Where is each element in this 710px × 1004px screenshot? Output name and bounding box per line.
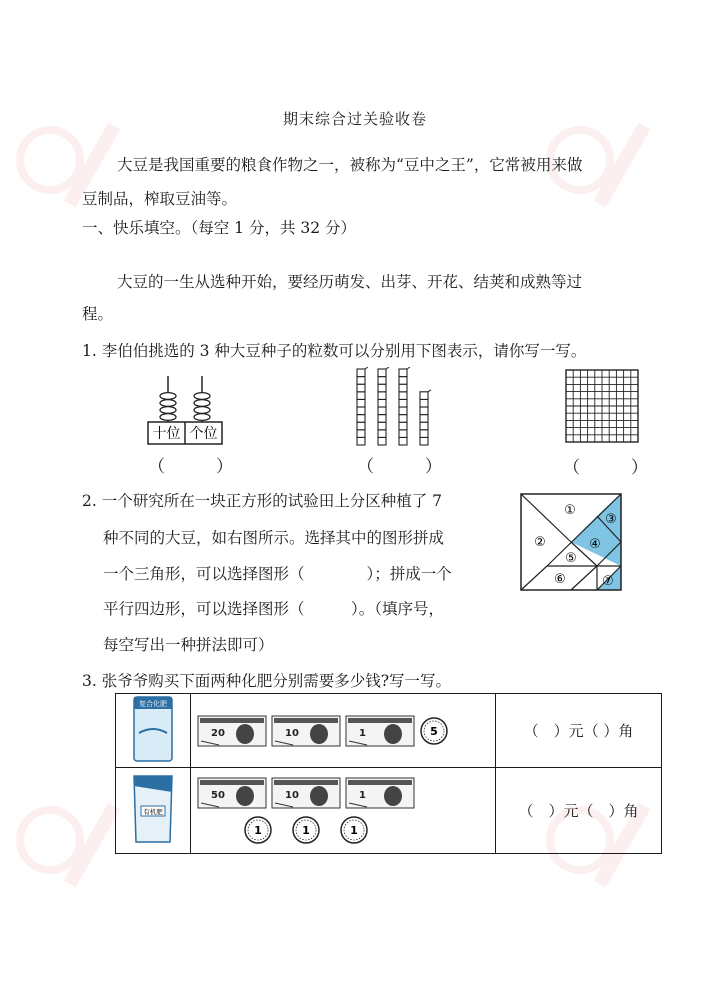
banknote-value: 10 — [285, 789, 299, 801]
tangram-label-6: ⑥ — [554, 572, 566, 587]
banknote-50-icon — [197, 777, 267, 809]
banknote-value: 1 — [359, 789, 366, 801]
tangram-label-2: ② — [534, 535, 546, 550]
q2-line-4: 平行四边形，可以选择图形（ ）。（填序号， — [103, 600, 445, 618]
fertilizer-bag-icon — [131, 695, 175, 763]
bag-label: 有机肥 — [143, 807, 163, 816]
money-notes-group — [197, 777, 495, 809]
banknote-10-icon — [271, 715, 341, 747]
tangram-figure — [520, 493, 622, 591]
abacus-figure — [140, 372, 230, 447]
abacus-tens-label: 十位 — [152, 426, 181, 442]
banknote-value: 10 — [285, 727, 299, 739]
q1-answer-blank-2[interactable]: （ ） — [357, 457, 442, 477]
tangram-label-7: ⑦ — [602, 574, 614, 589]
abacus-bead — [194, 407, 210, 414]
tangram-label-5: ⑤ — [565, 551, 577, 566]
coin-icon — [291, 815, 321, 845]
table-row — [116, 694, 662, 768]
bag-cell — [116, 768, 191, 854]
banknote-value: 1 — [359, 727, 366, 739]
paragraph-line-1: 大豆的一生从选种开始，要经历萌发、出芽、开花、结荚和成熟等过 — [117, 273, 583, 291]
abacus-bead — [194, 400, 210, 407]
bag-cell — [116, 694, 191, 768]
intro-line-1: 大豆是我国重要的粮食作物之一，被称为“豆中之王”，它常被用来做 — [117, 156, 583, 174]
coin-value: 5 — [430, 724, 438, 738]
q1-text: 1. 李伯伯挑选的 3 种大豆种子的粒数可以分别用下图表示，请你写一写。 — [82, 342, 587, 360]
answer-blank[interactable]: （ ）元（ ）角 — [518, 802, 639, 820]
counting-sticks-figure — [355, 367, 445, 447]
q2-line-5: 每空写出一种拼法即可） — [103, 636, 274, 654]
abacus-bead — [160, 393, 176, 400]
banknote-1-icon — [345, 715, 415, 747]
coin-value: 1 — [254, 823, 262, 837]
banknote-value: 50 — [211, 789, 225, 801]
abacus-bead — [194, 414, 210, 421]
abacus-bead — [160, 400, 176, 407]
answer-cell[interactable] — [496, 694, 662, 768]
abacus-ones-label: 个位 — [189, 426, 218, 442]
abacus-bead — [194, 393, 210, 400]
q1-answer-blank-3[interactable]: （ ） — [563, 458, 648, 478]
section-heading: 一、快乐填空。（每空 1 分，共 32 分） — [82, 219, 357, 237]
banknote-value: 20 — [211, 727, 225, 739]
money-coins-group — [197, 815, 495, 845]
q2-line-2: 种不同的大豆，如右图所示。选择其中的图形拼成 — [103, 529, 445, 547]
money-cell — [191, 768, 496, 854]
banknote-20-icon — [197, 715, 267, 747]
hundred-grid-figure — [565, 369, 639, 443]
tangram-label-1: ① — [564, 503, 576, 518]
coin-icon — [243, 815, 273, 845]
q2-line-3: 一个三角形，可以选择图形（ ）；拼成一个 — [103, 565, 452, 583]
stick-column-partial — [420, 390, 431, 445]
stick-column — [357, 367, 368, 445]
q1-answer-blank-1[interactable]: （ ） — [148, 457, 233, 477]
banknote-10-icon — [271, 777, 341, 809]
fertilizer-table — [115, 693, 662, 854]
intro-line-2: 豆制品，榨取豆油等。 — [82, 190, 238, 208]
tangram-label-3: ③ — [605, 512, 617, 527]
q2-line-1: 2. 一个研究所在一块正方形的试验田上分区种植了 7 — [82, 492, 443, 510]
coin-icon — [419, 716, 449, 746]
stick-column — [378, 367, 389, 445]
table-row — [116, 768, 662, 854]
abacus-bead — [160, 407, 176, 414]
money-group — [197, 715, 495, 747]
paragraph-line-2: 程。 — [82, 305, 114, 323]
banknote-1-icon — [345, 777, 415, 809]
coin-icon — [339, 815, 369, 845]
money-cell — [191, 694, 496, 768]
coin-value: 1 — [350, 823, 358, 837]
abacus-bead — [160, 414, 176, 421]
answer-cell[interactable] — [496, 768, 662, 854]
coin-value: 1 — [302, 823, 310, 837]
bag-label: 复合化肥 — [139, 699, 167, 708]
stick-column — [399, 367, 410, 445]
q3-text: 3. 张爷爷购买下面两种化肥分别需要多少钱?写一写。 — [82, 672, 452, 690]
fertilizer-bag-icon — [130, 772, 176, 846]
answer-blank[interactable]: （ ）元（ ）角 — [523, 722, 634, 740]
tangram-label-4: ④ — [589, 537, 601, 552]
page-title: 期末综合过关验收卷 — [282, 110, 427, 128]
